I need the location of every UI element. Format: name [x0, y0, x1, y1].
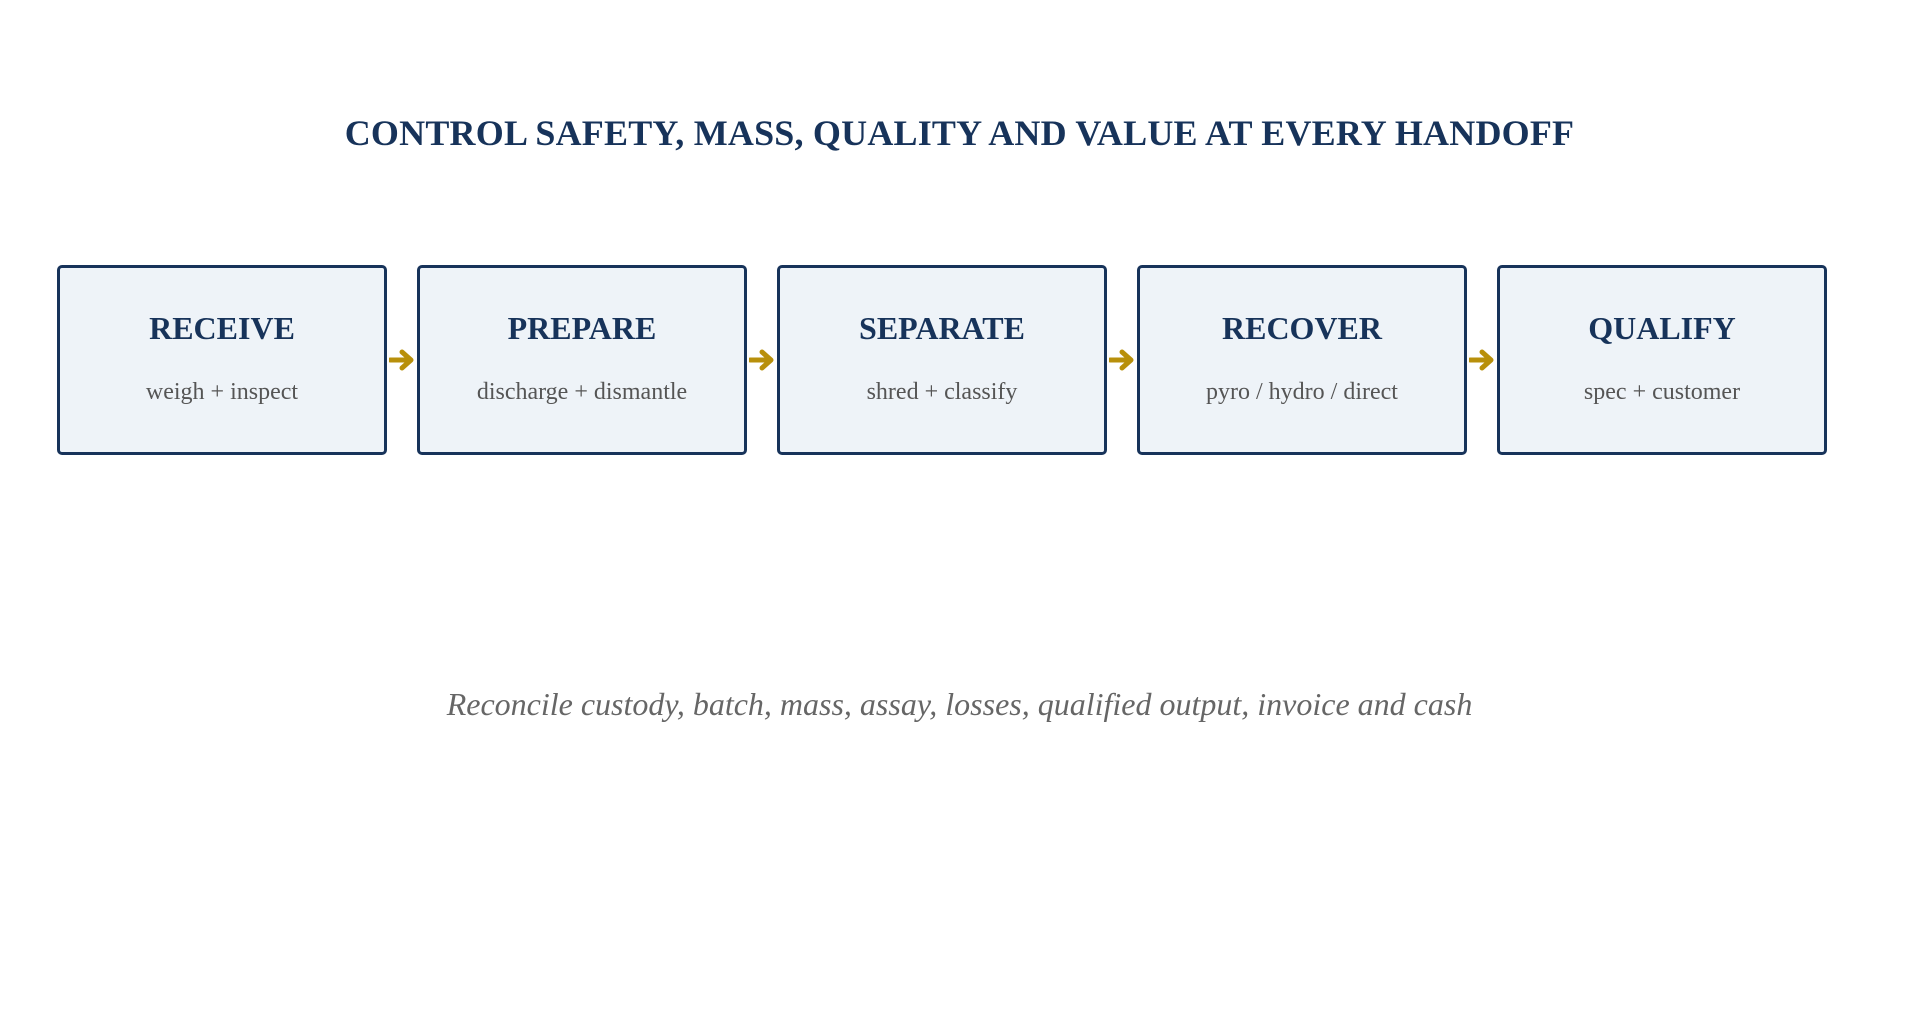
stage-subtitle: spec + customer: [1583, 379, 1741, 405]
arrow-right-icon: [1109, 349, 1135, 371]
stage-subtitle: pyro / hydro / direct: [1206, 379, 1398, 405]
arrow-right-icon: [1469, 349, 1495, 371]
stage-title: RECEIVE: [149, 310, 295, 346]
page-title: CONTROL SAFETY, MASS, QUALITY AND VALUE AT EVERY HANDOFF: [344, 113, 1575, 153]
arrow-right-icon: [749, 349, 775, 371]
stage-subtitle: shred + classify: [866, 379, 1018, 405]
arrow-right-icon: [389, 349, 415, 371]
stage-receive: [57, 265, 387, 455]
stage-title: QUALIFY: [1588, 310, 1736, 346]
stage-prepare: [417, 265, 747, 455]
footer-note: Reconcile custody, batch, mass, assay, losses, qualified output, invoice and cash: [446, 686, 1473, 722]
stage-recover: [1137, 265, 1467, 455]
stage-title: SEPARATE: [859, 310, 1025, 346]
stage-qualify: [1497, 265, 1827, 455]
stage-subtitle: discharge + dismantle: [476, 379, 688, 405]
stage-separate: [777, 265, 1107, 455]
stage-subtitle: weigh + inspect: [145, 379, 299, 405]
stage-title: RECOVER: [1221, 310, 1382, 346]
stage-title: PREPARE: [507, 310, 657, 346]
